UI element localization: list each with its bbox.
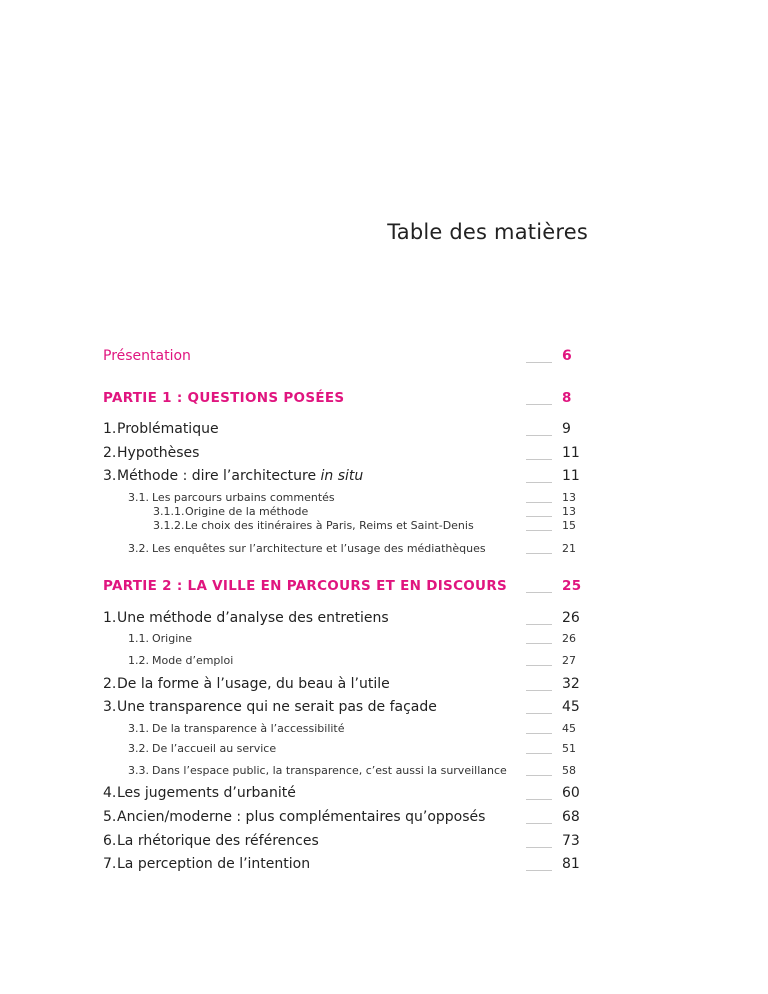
toc-page: 25 — [562, 578, 582, 594]
toc-text: Les enquêtes sur l’architecture et l’usage des médiathèques — [152, 542, 486, 555]
toc-label — [103, 785, 296, 801]
toc-text: Problématique — [117, 421, 219, 437]
dot-leader — [526, 799, 552, 800]
toc-text: Le choix des itinéraires à Paris, Reims et Saint-Denis — [185, 519, 474, 532]
toc-text: De la forme à l’usage, du beau à l’utile — [117, 676, 390, 692]
toc-label — [153, 519, 474, 532]
toc-number: 1. — [103, 610, 117, 626]
dot-leader — [526, 516, 552, 517]
toc-text: Mode d’emploi — [152, 654, 234, 667]
toc-text: La perception de l’intention — [117, 856, 311, 872]
toc-part-label: PARTIE 1 : QUESTIONS POSÉES — [103, 390, 345, 406]
toc-number: 2. — [103, 445, 117, 461]
dot-leader — [526, 847, 552, 848]
toc-page: 45 — [562, 699, 580, 715]
toc-number: 3. — [103, 699, 117, 715]
toc-label — [103, 421, 219, 437]
toc-label — [128, 742, 276, 755]
toc-number: 6. — [103, 833, 117, 849]
toc-number: 5. — [103, 809, 117, 825]
toc-number: 3.2. — [128, 742, 149, 755]
dot-leader — [526, 435, 552, 436]
toc-text: De la transparence à l’accessibilité — [152, 722, 345, 735]
toc-label — [128, 654, 233, 667]
dot-leader — [526, 624, 552, 625]
toc-label — [103, 856, 310, 872]
toc-page: 21 — [562, 542, 576, 555]
dot-leader — [526, 665, 552, 666]
toc-label — [153, 505, 308, 518]
toc-label — [103, 468, 363, 484]
dot-leader — [526, 643, 552, 644]
toc-number: 1.2. — [128, 654, 149, 667]
toc-text: Les parcours urbains commentés — [152, 491, 335, 504]
toc-number: 1.1. — [128, 632, 149, 645]
toc-text: Dans l’espace public, la transparence, c’est aussi la surveillance — [152, 764, 507, 777]
toc-page: 26 — [562, 632, 576, 645]
toc-page: 73 — [562, 833, 580, 849]
dot-leader — [526, 592, 552, 593]
toc-page: 26 — [562, 610, 580, 626]
toc-text: Hypothèses — [117, 445, 200, 461]
toc-page: 68 — [562, 809, 580, 825]
dot-leader — [526, 753, 552, 754]
toc-text: La rhétorique des références — [117, 833, 319, 849]
toc-number: 3.3. — [128, 764, 149, 777]
toc-number: 1. — [103, 421, 117, 437]
toc-text: Origine — [152, 632, 193, 645]
dot-leader — [526, 823, 552, 824]
toc-label — [103, 809, 485, 825]
dot-leader — [526, 775, 552, 776]
toc-page: 32 — [562, 676, 580, 692]
dot-leader — [526, 690, 552, 691]
toc-text: Ancien/moderne : plus complémentaires qu’opposés — [117, 809, 486, 825]
toc-page: 45 — [562, 722, 576, 735]
dot-leader — [526, 530, 552, 531]
toc-label — [128, 764, 507, 777]
toc-page: 11 — [562, 445, 580, 461]
toc-page: 15 — [562, 519, 576, 532]
toc-label — [128, 632, 192, 645]
toc-label — [128, 542, 486, 555]
toc-page: 13 — [562, 491, 576, 504]
dot-leader — [526, 553, 552, 554]
toc-text: Origine de la méthode — [185, 505, 309, 518]
toc-text: De l’accueil au service — [152, 742, 277, 755]
toc-number: 3.2. — [128, 542, 149, 555]
page-title: Table des matières — [387, 220, 588, 244]
toc-number: 3. — [103, 468, 117, 484]
dot-leader — [526, 713, 552, 714]
toc-number: 3.1. — [128, 722, 149, 735]
toc-page: 81 — [562, 856, 580, 872]
toc-page: 60 — [562, 785, 580, 801]
toc-page: 13 — [562, 505, 576, 518]
toc-page: 51 — [562, 742, 576, 755]
toc-label — [103, 833, 319, 849]
toc-number: 7. — [103, 856, 117, 872]
toc-part-label: PARTIE 2 : LA VILLE EN PARCOURS ET EN DISCOURS — [103, 578, 508, 594]
toc-label: Présentation — [103, 348, 191, 364]
toc-page: 27 — [562, 654, 576, 667]
toc-page: 9 — [562, 421, 571, 437]
toc-label — [128, 491, 335, 504]
dot-leader — [526, 870, 552, 871]
toc-text: Méthode : dire l’architecture — [117, 468, 321, 484]
dot-leader — [526, 459, 552, 460]
dot-leader — [526, 404, 552, 405]
toc-number: 3.1.2. — [153, 519, 185, 532]
toc-page: 6 — [562, 348, 572, 364]
toc-text: Les jugements d’urbanité — [117, 785, 296, 801]
dot-leader — [526, 502, 552, 503]
dot-leader — [526, 482, 552, 483]
toc-text-italic: in situ — [320, 468, 364, 484]
dot-leader — [526, 362, 552, 363]
toc-label — [103, 699, 437, 715]
toc-label — [128, 722, 345, 735]
toc-number: 4. — [103, 785, 117, 801]
toc-label — [103, 610, 389, 626]
toc-label — [103, 676, 390, 692]
toc-number: 3.1.1. — [153, 505, 185, 518]
toc-number: 2. — [103, 676, 117, 692]
toc-text: Une transparence qui ne serait pas de façade — [117, 699, 437, 715]
toc-page: 58 — [562, 764, 576, 777]
toc-number: 3.1. — [128, 491, 149, 504]
toc-label — [103, 445, 199, 461]
toc-page: 8 — [562, 390, 572, 406]
dot-leader — [526, 733, 552, 734]
toc-page: 11 — [562, 468, 580, 484]
toc-text: Une méthode d’analyse des entretiens — [117, 610, 389, 626]
